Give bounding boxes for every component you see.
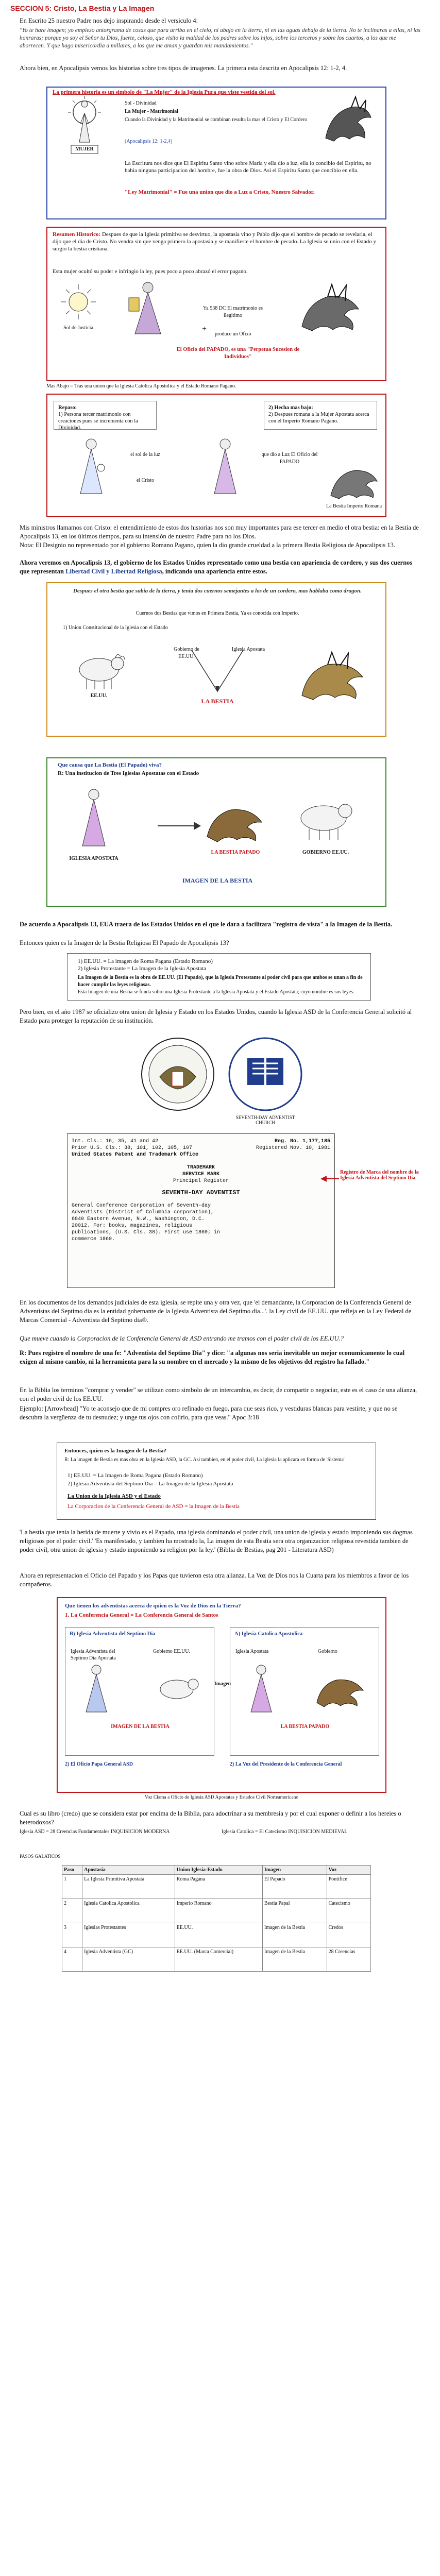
table-cell: Imagen de la Bestia bbox=[262, 1947, 327, 1972]
lamb-state-icon bbox=[290, 789, 362, 846]
panel7-row1: 1) EE.UU. = La Imagen de Roma Pagana (Estado Romano) bbox=[67, 1472, 203, 1479]
review-left-title: Repaso: bbox=[58, 405, 77, 411]
table-cell: Imagen de la Bestia bbox=[262, 1923, 327, 1947]
panel-woman-sun bbox=[46, 87, 386, 219]
catholic-woman-icon bbox=[241, 1664, 282, 1715]
review-right-body: 2) Despues romana a la Mujer Apostata acerca con el Imperio Romano Pagano. bbox=[268, 412, 369, 424]
tm-line2: Prior U.S. Cls.: 38, 101, 102, 105, 107 bbox=[72, 1145, 193, 1151]
panel-review bbox=[46, 394, 386, 517]
paragraph-4: Entonces quien es la Imagen de la Bestia Religiosa El Papado de Apocalipsis 13? bbox=[20, 939, 229, 946]
diagram-voice-of-god bbox=[57, 1597, 386, 1793]
steps-table bbox=[62, 1865, 371, 1972]
woman-caption: MUJER bbox=[75, 146, 94, 152]
ref-left: Iglesia ASD = 28 Creencias Fundamentales INQUISICION MODERNA bbox=[20, 1829, 170, 1835]
review-cap-r1: que dio a Luz El Oficio del PAPADO bbox=[261, 452, 318, 465]
review-left-box bbox=[54, 401, 157, 430]
panel6-line1: 1) EE.UU. = La imagen de Roma Pagana (Estado Romano) bbox=[78, 958, 213, 964]
panel4-heading: Despues el otra bestia que subia de la tierra, y tenia dos cuernos semejantes a los de un cordero, mas hablaba como dragon. bbox=[73, 588, 362, 594]
paragraph-3: Nota: El Designio no representado por el gobierno Romano Pagano, quien la dio grande crueldad a la primera Bestia Religiosa de Apocalipsis 13. bbox=[20, 541, 395, 549]
table-cell: Pontifice bbox=[327, 1875, 370, 1899]
panel4-item1: 1) Union Constitucional de la Iglesia con el Estado bbox=[63, 625, 168, 631]
woman-figure-icon bbox=[57, 93, 113, 170]
panel1-row1: Sol - Divinidad bbox=[125, 100, 157, 106]
harlot-woman-icon bbox=[202, 437, 248, 499]
usa-seal-icon bbox=[139, 1036, 216, 1113]
dragon-figure-icon bbox=[315, 92, 377, 148]
diagram-caption: Voz Clama a Oficio de Iglesia ASD Apostatas y Estados Civil Norteamericano bbox=[144, 1795, 299, 1800]
panel5-heading: Que causa que La Bestia (El Papado) viva? bbox=[58, 762, 162, 768]
panel7-row4: La Corporacion de la Conferencia General de ASD = la Imagen de la Bestia bbox=[67, 1503, 240, 1510]
tm-service: SERVICE MARK bbox=[182, 1172, 219, 1177]
table-header-cell: Imagen bbox=[262, 1866, 327, 1875]
table-row bbox=[62, 1875, 371, 1899]
review-cap-l2: el Cristo bbox=[136, 478, 155, 483]
panel1-row3: Cuando la Divinidad y la Matrimonial se combinan resulta la mas el Cristo y El Cordero bbox=[125, 117, 308, 123]
table-header-cell: Voz bbox=[327, 1866, 370, 1875]
table-cell: 4 bbox=[62, 1947, 82, 1972]
panel-beast-alive bbox=[46, 757, 386, 907]
table-cell: 3 bbox=[62, 1923, 82, 1947]
table-cell: La Iglesia Primitiva Apostata bbox=[82, 1875, 175, 1899]
panel6-tail: Esta Imagen de una Bestia se funda sobre una Iglesia Protestante a la Iglesia Apostata y el Estado Apostata; cuyo nombre es sus leyes. bbox=[78, 989, 354, 995]
bold-paragraph-3: R: Pues registro el nombre de una fe: "Adventista del Septimo Dia" y dice: "a algunas nos seria inevitable un mejor econumicamente lo cual exigen al mismo cambio, ni la herramienta para la su nombre en el mercado y la mismo de los objetivos del registro ha fallado." bbox=[20, 1349, 405, 1365]
diagram-left-c: IMAGEN DE LA BESTIA bbox=[111, 1724, 170, 1730]
panel2-result-caption: produce un Ofixo bbox=[215, 331, 251, 337]
panel4-cap-l: Gobierno de EE.UU. bbox=[174, 647, 199, 659]
paragraph-10: 'La bestia que tenia la herida de muerte y vivio es el Papado, una iglesia dominando el poder civil, una union de iglesia y estado imponiendo sus dogmas religiosos por el poder civil.' 'Es manifestado, y tambien ha mostrado la, La imagen de esta Bestia sera otra organizacion religiosa revestida tambien de poder civil, otra union de iglesia y estado imponiendo su religion por la ley.' (Biblia de Bestias, pag 201 - Literatura ASD) bbox=[20, 1529, 413, 1553]
review-cap-r2: La Bestia Imperio Romana bbox=[326, 503, 382, 509]
panel4-cap-r: Iglesia Apostata bbox=[231, 647, 265, 652]
panel6-body: La Imagen de la Bestia es la obra de EE.UU. (El Papado), que la Iglesia Protestante al poder civil para que ambos se unan a fin de hacer cumplir las leyes religiosas. bbox=[78, 975, 363, 988]
woman-with-child-icon bbox=[68, 437, 114, 499]
table-cell: Iglesia Catolica Apostolica bbox=[82, 1899, 175, 1923]
arrow-left-icon bbox=[319, 1174, 340, 1184]
tm-trademark: TRADEMARK bbox=[187, 1165, 215, 1171]
table-row bbox=[62, 1947, 371, 1972]
arrow-right-icon bbox=[156, 808, 202, 844]
table-cell: Credos bbox=[327, 1923, 370, 1947]
panel2-body2: Esta mujer ocultó su poder e infringio la ley, pues poco a poco abrazó el error pagano. bbox=[53, 268, 248, 275]
adventist-woman-icon bbox=[76, 1664, 117, 1715]
panel5-sub: R: Una institucion de Tres Iglesias Apostatas con el Estado bbox=[58, 770, 199, 776]
table-row bbox=[62, 1899, 371, 1923]
paragraph-5: Pero bien, en el año 1987 se oficializo otra union de Iglesia y Estado en los Estados Unidos, cuando la Iglesia ASD de la Conferencia General solicitó al Estado para proteger la reputación de su institución. bbox=[20, 1008, 412, 1024]
review-right-title: 2) Hecha mas bajo: bbox=[268, 405, 313, 411]
table-header-row bbox=[62, 1866, 371, 1875]
panel-image-protestant bbox=[67, 953, 371, 1001]
commandment-quote: "Yo te hare imagen; yo empiezo antorgrama de cosas que para arriba en el cielo, ni abajo en la tierra, ni en las aguas debajo de la tierra. No te inclinaras a ellas, ni las honraras; porque yo soy el Señor tu Dios, fuerte, celoso, que visito la maldad de los padres sobre los hijos, sobre los terceros y sobre los cuartos, a los que me aborrecen. Y que hago misericordia a millares, a los que me aman y guardan mis mandamientos." bbox=[20, 27, 420, 49]
paragraph-12: Cual es su libro (credo) que se considera estar por encima de la Biblia, para adoctrinar a su membresia y por el cual exponer o definir a los hereies o heterodoxos? bbox=[20, 1810, 401, 1826]
lamb-caption: EE.UU. bbox=[90, 693, 108, 699]
trademark-note: Registro de Marca del nombre de la Iglesia Adventista del Septimo Dia bbox=[340, 1170, 419, 1181]
papacy-beast-icon bbox=[202, 794, 269, 846]
diagram-left-a: Iglesia Adventista del Septimo Dia Apostata bbox=[71, 1649, 116, 1661]
panel1-ref: (Apocalipsis 12: 1-2,4) bbox=[125, 139, 173, 144]
paragraph-9: Ejemplo: [Arrowhead] "Yo te aconsejo que de mi compres oro refinado en fuego, para que seas rico, y vestiduras blancas para vestirte, y que no se descubra la vergüenza de tu desnudez; y unge tus ojos con colirio, para que veas." Apoc 3:18 bbox=[20, 1405, 398, 1421]
paragraph-6: En los documentos de los demandos judiciales de esta iglesia, se repite una y otra vez, que 'el demandante, la Corporacion de la Conferencia General de Adventistas del Septimo dia es la entidad gobernante de la Iglesia Adventista del Septimo dia...'. la Ley civil de EE.UU. que refleja en la Ley Federal de Marcas Comercial - Adventista del Septimo dia®. bbox=[20, 1299, 412, 1324]
diagram-right-c: LA BESTIA PAPADO bbox=[280, 1724, 330, 1730]
paragraph-7: Que mueve cuando la Corporacion de la Conferencia General de ASD entrando me tramos con el poder civil de los EE.UU.? bbox=[20, 1335, 344, 1342]
panel7-row2: 2) Iglesia Adventista del Septimo Dia = La Imagen de la Iglesia Apostata bbox=[67, 1481, 233, 1487]
tm-reg: Reg. No. 1,177,185 bbox=[274, 1139, 330, 1144]
table-row bbox=[62, 1923, 371, 1947]
diagram-right-a: Iglesia Apostata bbox=[235, 1649, 269, 1654]
panel6-line2: 2) Iglesia Protestante = La Imagen de la Iglesia Apostata bbox=[78, 965, 207, 972]
bold-paragraph-1: Ahora veremos en Apocalipsis 13, el gobierno de los Estados Unidos representado como una bestia con apariencia de cordero, y sus dos cuernos que representan Libertad Civil y Libertad Religiosa, indicando una apariencia entre estos. bbox=[20, 559, 413, 575]
apostate-woman-icon bbox=[120, 277, 176, 344]
bestia-caption: LA BESTIA PAPADO bbox=[211, 850, 260, 855]
roman-beast-icon bbox=[295, 279, 367, 336]
section-title: SECCION 5: Cristo, La Bestia y La Imagen bbox=[10, 4, 155, 12]
church-caption: IGLESIA APOSTATA bbox=[69, 856, 119, 861]
panel1-footer: "Ley Matrimonial" = Fue una union que dio a Luz a Cristo, Nuestro Salvador. bbox=[125, 189, 315, 195]
paragraph-2: Mis ministros llamamos con Cristo: el entendimiento de estos dos historias nos son muy importantes para ese tercer en medio el otra bestia: en la Bestia de Apocalipsis 13, en los últimos tiempos, para su intensión de nuestro Padre para no los Dios. bbox=[20, 524, 419, 540]
leopard-beast-icon bbox=[295, 645, 372, 707]
panel7-heading: Entonces, quien es la Imagen de la Bestia? bbox=[64, 1448, 167, 1454]
panel2-mid-caption: Ya 538 DC El matrimonio es ilegitimo bbox=[203, 306, 263, 318]
lamb-beast-icon bbox=[68, 645, 130, 691]
tm-line1: Int. Cls.: 16, 35, 41 and 42 bbox=[72, 1139, 159, 1144]
review-cap-l1: el sol de la luz bbox=[130, 452, 160, 457]
panel1-heading: La primera historia es un simbolo de "La Mujer" de la Iglesia Pura que viste vestida del sol. bbox=[53, 89, 276, 95]
bold-paragraph-2: De acuerdo a Apocalipsis 13, EUA traera de los Estados Unidos en el que le dara a facilitara "registro de vista" a la Imagen de la Bestia. bbox=[20, 921, 393, 928]
panel2-body: Despues de que la Iglesia primitiva se desvirtuo, la apostasia vino y Pablo dijo que el hombre de pecado se revelaria, el dijo que el dia de Cristo. No vendra sin que venga primero la apostasia y se manifieste el hombre de pecado. La Iglesia se unio con el Estado y surgio la bestia cristiana. bbox=[53, 231, 377, 252]
roman-empire-beast-icon bbox=[326, 456, 382, 503]
tm-principal: Principal Register bbox=[173, 1178, 229, 1184]
panel7-body: R: La imagen de Bestia es mas obra en la Iglesia ASD, la GC. Asi tambien, en el poder civil, La iglesia la aplicara en forma de 'Sistema' bbox=[64, 1457, 345, 1463]
diagram-right-foot: 2) La Voz del Presidente de la Conferencia General bbox=[230, 1761, 342, 1767]
apostate-church-icon bbox=[68, 786, 120, 853]
table-cell: Iglesias Protestantes bbox=[82, 1923, 175, 1947]
state-caption: GOBIERNO EE.UU. bbox=[302, 850, 349, 855]
plus-icon: + bbox=[202, 325, 207, 333]
diagram-right-b: Gobierno bbox=[318, 1649, 337, 1654]
table-cell: Iglesia Adventista (GC) bbox=[82, 1947, 175, 1972]
diagram-left-foot: 2) El Oficio Papa General ASD bbox=[65, 1761, 133, 1767]
paragraph-11: Ahora en representacion el Oficio del Papado y los Papas que tuvieron esta otra alianza. La Voz de Dios nos la Cuarta para los miembros a favor de los compañeros. bbox=[20, 1572, 409, 1588]
trademark-document bbox=[67, 1133, 335, 1288]
diagram-left-b: Gobierno EE.UU. bbox=[153, 1649, 190, 1654]
tm-body: General Conference Corporation of Seventh-day Adventists (District of Columbia corporation), 6840 Eastern Avenue, N.W., Washington, D.C. 20012. For: books, magazines, religious publications, (U.S. Cls. 38). First use 1860; in commerce 1860. bbox=[72, 1203, 221, 1242]
panel2-heading: Resumen Historico: bbox=[53, 231, 101, 238]
panel2-footnote: Mas Abajo = Tras una union que la Iglesia Catolica Apostolica y el Estado Romano Pagano. bbox=[46, 383, 236, 389]
table-cell: Catecismo bbox=[327, 1899, 370, 1923]
diagram-right-box bbox=[230, 1627, 379, 1756]
panel7-row3: La Union de la Iglesia ASD y el Estado bbox=[67, 1493, 161, 1499]
panel-image-adventist bbox=[57, 1443, 376, 1520]
seal-text: SEVENTH-DAY ADVENTIST CHURCH bbox=[235, 1115, 295, 1125]
intro-text: En Escrito 25 nuestro Padre nos dejo inspirando desde el versiculo 4: bbox=[20, 17, 198, 24]
table-cell: Bestia Papal bbox=[262, 1899, 327, 1923]
tm-mark: SEVENTH-DAY ADVENTIST bbox=[162, 1189, 240, 1196]
table-cell: 28 Creencias bbox=[327, 1947, 370, 1972]
panel-historical-summary bbox=[46, 227, 386, 381]
paragraph-1: Ahora bien, en Apocalipsis vemos los historias sobre tres tipos de imagenes. La primera esta descrita en Apocalipsis 12: 1-2, 4. bbox=[20, 64, 347, 72]
panel1-row2: La Mujer - Matrimonial bbox=[125, 109, 178, 114]
woman-sun-figure bbox=[57, 93, 113, 172]
table-cell: El Papado bbox=[262, 1875, 327, 1899]
adventist-seal-icon bbox=[227, 1036, 304, 1113]
panel1-body: La Escritura nos dice que El Espiritu Santo vino sobre Maria y ella dio a luz, ella lo concibio del Espiritu, no habia ninguna participacion del hombre, fue la obra de Dios. Asi el Espiritu Santo que concibio en ella. bbox=[125, 160, 371, 174]
table-header-cell: Union Iglesia-Estado bbox=[175, 1866, 262, 1875]
diagram-mid: Imagen bbox=[214, 1681, 231, 1687]
table-cell: EE.UU. (Marca Comercial) bbox=[175, 1947, 262, 1972]
review-right-box bbox=[264, 401, 377, 430]
table-cell: 1 bbox=[62, 1875, 82, 1899]
panel2-papacy-caption: El Oficio del PAPADO, es una "Perpetua Sucesion de Individuos" bbox=[176, 347, 300, 360]
table-cell: Imperio Romano bbox=[175, 1899, 262, 1923]
table-cell: EE.UU. bbox=[175, 1923, 262, 1947]
ref-right: Iglesia Catolica = El Catecismo INQUISICION MEDIEVAL bbox=[222, 1829, 348, 1835]
diagram-right-title: A) Iglesia Catolica Apostolica bbox=[234, 1631, 303, 1637]
panel-usa-beast bbox=[46, 582, 386, 737]
diagram-answer: 1. La Conferencia General = La Conferencia General de Santos bbox=[65, 1612, 218, 1618]
table-header-cell: Apostasia bbox=[82, 1866, 175, 1875]
sun-justice-icon bbox=[58, 281, 99, 323]
image-caption: IMAGEN DE LA BESTIA bbox=[182, 877, 253, 884]
table-cell: Roma Pagana bbox=[175, 1875, 262, 1899]
panel4-bestia-caption: LA BESTIA bbox=[201, 698, 234, 705]
beast-icon bbox=[313, 1669, 369, 1710]
tm-date: Registered Nov. 10, 1981 bbox=[256, 1145, 330, 1151]
sun-caption: Sol de Justicia bbox=[63, 325, 93, 331]
diagram-question: Que tienen los adventistas acerca de quien es la Voz de Dios en la Tierra? bbox=[65, 1603, 241, 1609]
table-cell: 2 bbox=[62, 1899, 82, 1923]
table-label: PASOS GALATICOS bbox=[20, 1854, 61, 1859]
table-header-cell: Paso bbox=[62, 1866, 82, 1875]
review-left-body: 1) Persona tercer matrimonio con creaciones pues se incrementa con la Divinidad. bbox=[58, 412, 138, 431]
paragraph-8: En la Biblia los terminos "comprar y vender" se utilizan como simbolo de un intercambio, es decir, de compartir o negociar, este es el caso de una alianza, con el poder civil de los EE.UU. bbox=[20, 1386, 417, 1402]
diagram-left-title: B) Iglesia Adventista del Septimo Dia bbox=[70, 1631, 156, 1637]
diagram-left-box bbox=[65, 1627, 214, 1756]
tm-line3: United States Patent and Trademark Office bbox=[72, 1152, 199, 1158]
panel4-mid: Cuernos dos Bestias que vimos en Primera Bestia, Ya es conocida con Imperio. bbox=[136, 611, 299, 616]
lamb-icon bbox=[153, 1669, 205, 1710]
